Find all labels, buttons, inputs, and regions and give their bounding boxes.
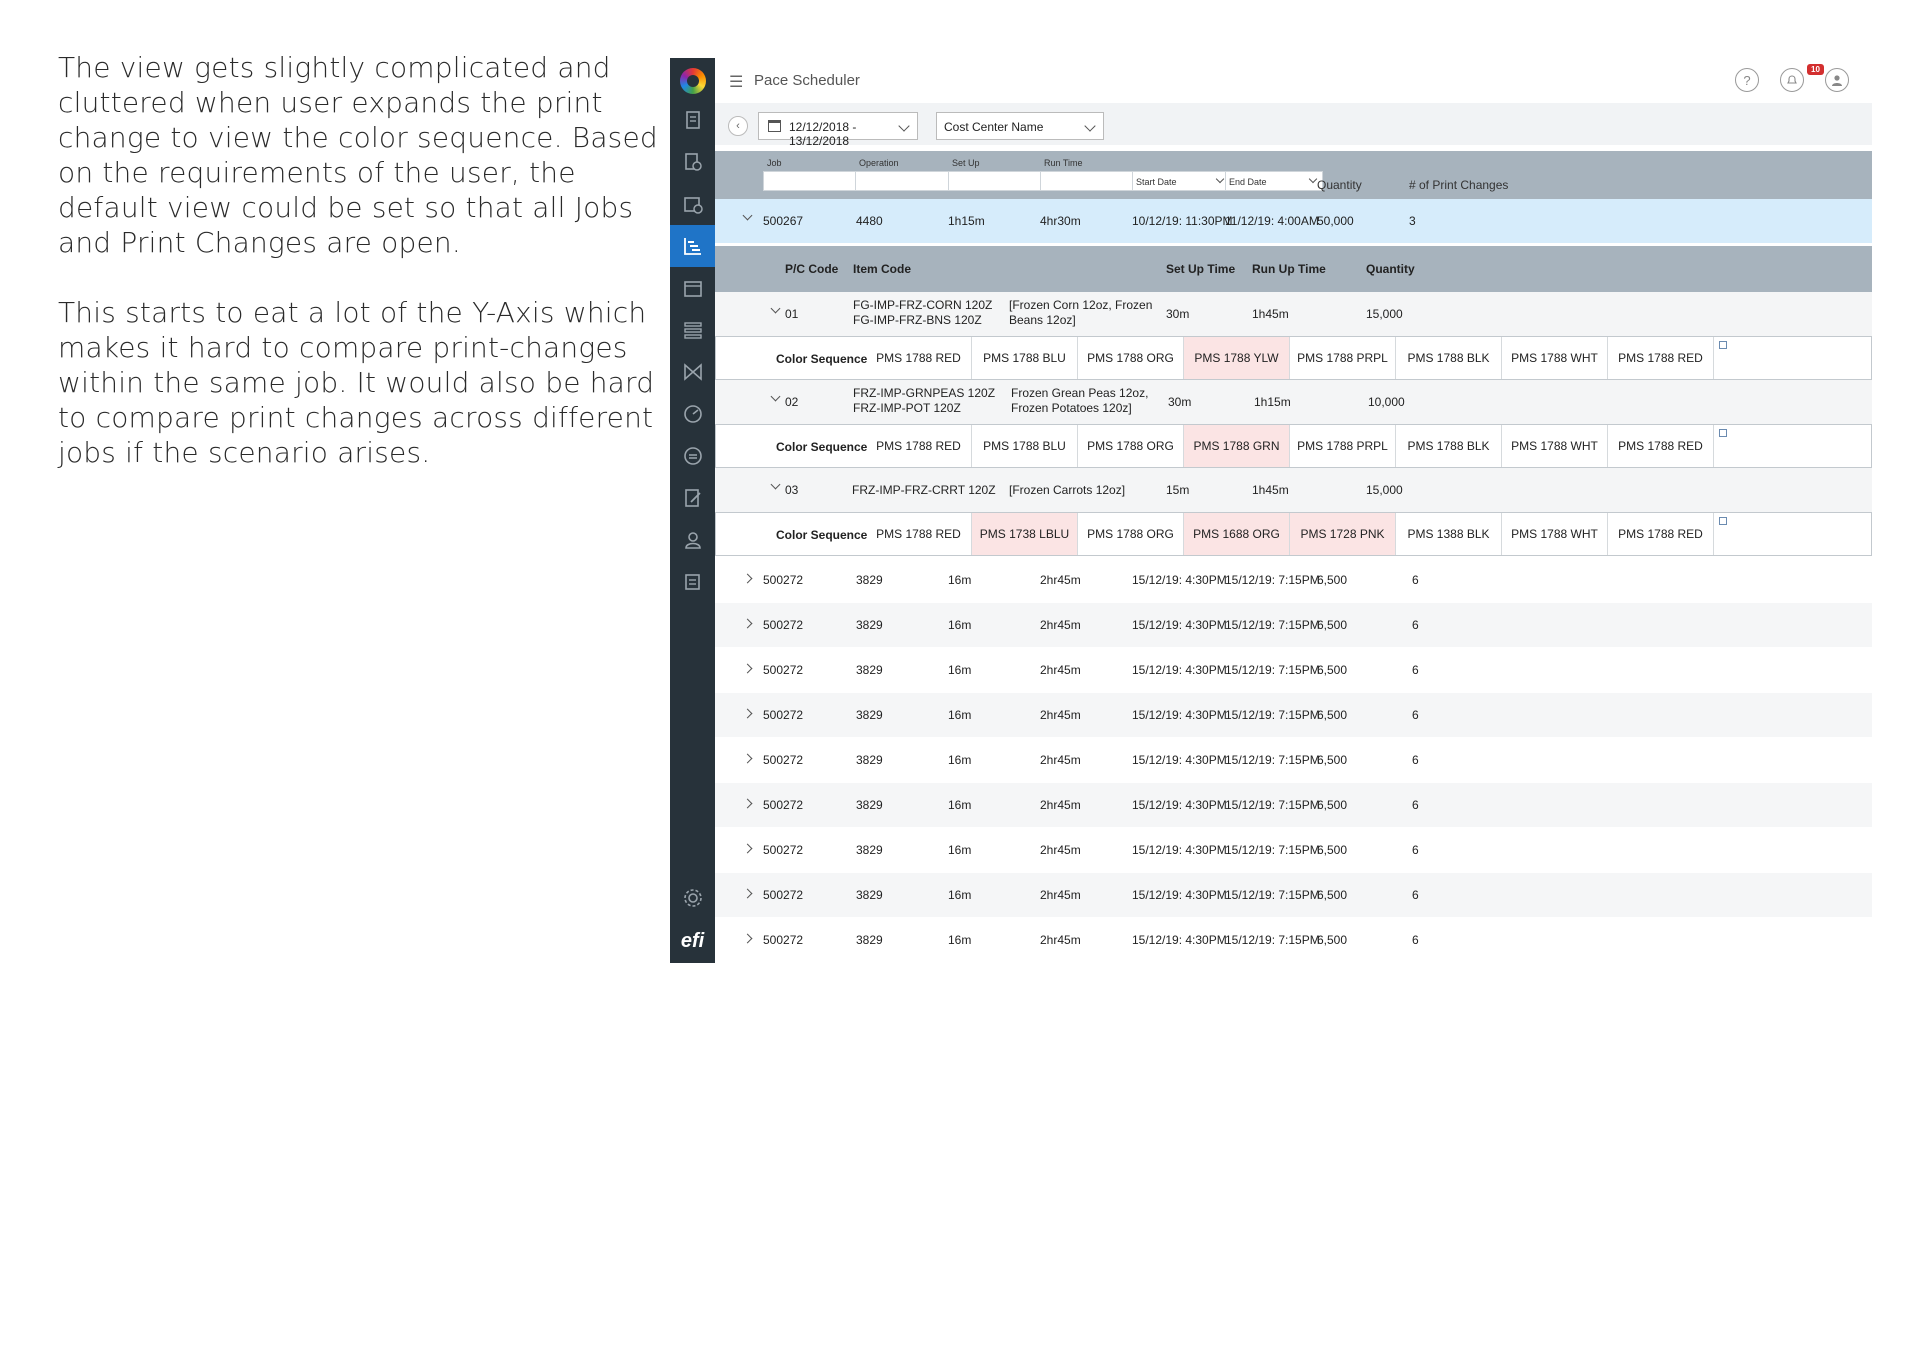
user-icon[interactable] <box>670 519 715 561</box>
operation: 3829 <box>856 573 883 587</box>
pc-runup-time: 1h45m <box>1252 307 1289 321</box>
item-code-line-1: FG-IMP-FRZ-CORN 120Z <box>853 298 993 312</box>
app-logo-icon <box>680 68 706 94</box>
job-number: 500272 <box>763 843 804 857</box>
color-cell-highlighted[interactable]: PMS 1788 GRN <box>1184 425 1290 467</box>
color-cell[interactable]: PMS 1788 BLU <box>972 425 1078 467</box>
runtime: 2hr45m <box>1040 843 1081 857</box>
end-date: 15/12/19: 7:15PM <box>1225 888 1320 902</box>
job-number: 500272 <box>763 798 804 812</box>
chevron-down-icon[interactable] <box>771 304 781 314</box>
operation: 3829 <box>856 888 883 902</box>
start-date: 15/12/19: 4:30PM <box>1132 888 1227 902</box>
color-cell-highlighted[interactable]: PMS 1738 LBLU <box>972 513 1078 555</box>
back-button[interactable]: ‹ <box>728 116 748 136</box>
job-number: 500267 <box>763 214 804 228</box>
start-date: 15/12/19: 4:30PM <box>1132 573 1227 587</box>
color-cell[interactable]: PMS 1788 ORG <box>1078 425 1184 467</box>
chevron-right-icon[interactable] <box>743 889 753 899</box>
end-date: 15/12/19: 7:15PM <box>1225 753 1320 767</box>
quantity: 6,500 <box>1317 843 1348 857</box>
chevron-down-icon[interactable] <box>771 480 781 490</box>
item-code-header: Item Code <box>853 262 912 276</box>
color-cell[interactable]: PMS 1788 RED <box>1608 337 1714 379</box>
table-row[interactable] <box>715 783 1872 827</box>
sync-icon[interactable] <box>670 435 715 477</box>
setup: 1h15m <box>948 214 985 228</box>
print-change-row[interactable] <box>715 292 1872 336</box>
col-operation-label: Operation <box>859 158 899 168</box>
start-date: 15/12/19: 4:30PM <box>1132 753 1227 767</box>
job-number: 500272 <box>763 573 804 587</box>
color-sequence-label: Color Sequence <box>776 352 868 366</box>
setup: 16m <box>948 798 972 812</box>
pc-quantity: 10,000 <box>1368 395 1405 409</box>
settings-gear-icon[interactable] <box>670 877 715 919</box>
table-row[interactable] <box>715 828 1872 872</box>
job-filter-input[interactable] <box>763 171 861 191</box>
documents-icon[interactable] <box>670 99 715 141</box>
pc-code: 03 <box>785 483 799 497</box>
calendar-clock-icon[interactable] <box>670 183 715 225</box>
chevron-right-icon[interactable] <box>743 619 753 629</box>
end-date: 15/12/19: 7:15PM <box>1225 798 1320 812</box>
pc-code-header: P/C Code <box>785 262 839 276</box>
color-sequence-row <box>715 424 1872 468</box>
sidebar <box>670 58 715 963</box>
print-change-row[interactable] <box>715 380 1872 424</box>
print-changes-count: 6 <box>1412 573 1419 587</box>
date-range-value: 12/12/2018 - 13/12/2018 <box>789 120 857 148</box>
quantity: 6,500 <box>1317 618 1348 632</box>
start-date: 15/12/19: 4:30PM <box>1132 663 1227 677</box>
start-date: 15/12/19: 4:30PM <box>1132 618 1227 632</box>
pc-quantity: 15,000 <box>1366 483 1403 497</box>
color-cell[interactable]: PMS 1788 WHT <box>1502 425 1608 467</box>
notes-icon[interactable] <box>670 561 715 603</box>
table-row[interactable] <box>715 693 1872 737</box>
operation: 3829 <box>856 663 883 677</box>
notification-count-badge: 10 <box>1807 64 1824 75</box>
item-code <box>853 298 992 328</box>
popout-icon[interactable] <box>1719 517 1727 525</box>
setup: 16m <box>948 888 972 902</box>
item-description: [Frozen Carrots 12oz] <box>1009 483 1126 497</box>
col-quantity-label: Quantity <box>1317 178 1362 192</box>
quantity: 6,500 <box>1317 708 1348 722</box>
dashboard-icon[interactable] <box>670 393 715 435</box>
chevron-right-icon[interactable] <box>743 664 753 674</box>
quantity: 6,500 <box>1317 573 1348 587</box>
start-date-dropdown[interactable] <box>1132 171 1230 191</box>
notifications-icon[interactable] <box>1780 68 1804 92</box>
end-date-dropdown[interactable] <box>1225 171 1323 191</box>
quantity: 50,000 <box>1317 214 1354 228</box>
end-date: 15/12/19: 7:15PM <box>1225 708 1320 722</box>
edit-document-icon[interactable] <box>670 477 715 519</box>
print-changes-count: 6 <box>1412 708 1419 722</box>
color-cell[interactable]: PMS 1788 BLU <box>972 337 1078 379</box>
end-date: 15/12/19: 7:15PM <box>1225 933 1320 947</box>
item-description <box>1009 298 1152 328</box>
color-cell[interactable]: PMS 1788 WHT <box>1502 513 1608 555</box>
start-date-label: Start Date <box>1136 177 1177 187</box>
runtime: 2hr45m <box>1040 888 1081 902</box>
item-code-line-1: FRZ-IMP-GRNPEAS 120Z <box>853 386 996 400</box>
pc-runup-time: 1h45m <box>1252 483 1289 497</box>
setup: 16m <box>948 933 972 947</box>
color-cell[interactable]: PMS 1788 RED <box>866 425 972 467</box>
pc-quantity: 15,000 <box>1366 307 1403 321</box>
table-row[interactable] <box>715 558 1872 602</box>
col-print-changes-label: # of Print Changes <box>1409 178 1509 192</box>
setup: 16m <box>948 843 972 857</box>
calendar-icon[interactable] <box>670 267 715 309</box>
color-sequence-label: Color Sequence <box>776 528 868 542</box>
print-changes-count: 6 <box>1412 753 1419 767</box>
color-cell-highlighted[interactable]: PMS 1788 YLW <box>1184 337 1290 379</box>
popout-icon[interactable] <box>1719 429 1727 437</box>
date-range-picker[interactable] <box>758 112 918 148</box>
chevron-down-icon <box>1084 120 1095 131</box>
job-number: 500272 <box>763 933 804 947</box>
col-job-label: Job <box>767 158 782 168</box>
hamburger-menu-icon[interactable]: ☰ <box>729 74 744 91</box>
chevron-down-icon <box>1309 175 1317 183</box>
job-number: 500272 <box>763 663 804 677</box>
help-icon[interactable]: ? <box>1735 68 1759 92</box>
print-changes-count: 6 <box>1412 843 1419 857</box>
color-sequence-row <box>715 512 1872 556</box>
setup: 16m <box>948 573 972 587</box>
color-cell[interactable]: PMS 1788 ORG <box>1078 337 1184 379</box>
color-cell[interactable]: PMS 1788 BLK <box>1396 425 1502 467</box>
operation: 4480 <box>856 214 883 228</box>
end-date-label: End Date <box>1229 177 1267 187</box>
end-date: 15/12/19: 7:15PM <box>1225 573 1320 587</box>
runtime: 2hr45m <box>1040 753 1081 767</box>
table-row[interactable] <box>715 648 1872 692</box>
operation: 3829 <box>856 753 883 767</box>
filter-bar <box>715 103 1872 148</box>
color-cell[interactable]: PMS 1788 RED <box>1608 425 1714 467</box>
runup-time-header: Run Up Time <box>1252 262 1326 276</box>
end-date: 11/12/19: 4:00AM <box>1225 214 1319 228</box>
setup: 16m <box>948 708 972 722</box>
pc-runup-time: 1h15m <box>1254 395 1291 409</box>
main-content <box>715 58 1872 963</box>
bowtie-icon[interactable] <box>670 351 715 393</box>
runtime: 2hr45m <box>1040 618 1081 632</box>
chevron-right-icon[interactable] <box>743 709 753 719</box>
annotation-paragraph-2: This starts to eat a lot of the Y-Axis which makes it hard to compare print-changes within the same job. It would also be hard to compare print changes across different jobs if the scenario arises. <box>58 296 655 469</box>
item-desc-line-1: [Frozen Corn 12oz, Frozen <box>1009 298 1153 312</box>
runtime: 2hr45m <box>1040 573 1081 587</box>
cost-center-value: Cost Center Name <box>944 120 1044 134</box>
user-avatar-icon[interactable] <box>1825 68 1849 92</box>
chevron-right-icon[interactable] <box>743 844 753 854</box>
pc-quantity-header: Quantity <box>1366 262 1415 276</box>
color-cell[interactable]: PMS 1788 PRPL <box>1290 337 1396 379</box>
start-date: 15/12/19: 4:30PM <box>1132 843 1227 857</box>
runtime: 2hr45m <box>1040 933 1081 947</box>
runtime: 2hr45m <box>1040 708 1081 722</box>
color-cell[interactable]: PMS 1788 RED <box>1608 513 1714 555</box>
setup: 16m <box>948 663 972 677</box>
pc-setup-time: 30m <box>1166 307 1190 321</box>
start-date: 10/12/19: 11:30PM <box>1132 214 1233 228</box>
item-code <box>853 386 995 416</box>
runtime: 4hr30m <box>1040 214 1081 228</box>
color-cell[interactable]: PMS 1788 RED <box>866 337 972 379</box>
item-code-line-2: FG-IMP-FRZ-BNS 120Z <box>853 313 982 327</box>
pc-setup-time: 30m <box>1168 395 1192 409</box>
quantity: 6,500 <box>1317 933 1348 947</box>
runtime: 2hr45m <box>1040 663 1081 677</box>
print-changes-count: 6 <box>1412 663 1419 677</box>
color-sequence-row <box>715 336 1872 380</box>
operation: 3829 <box>856 708 883 722</box>
chevron-down-icon[interactable] <box>743 211 753 221</box>
print-changes-count: 6 <box>1412 798 1419 812</box>
top-bar <box>715 58 1872 103</box>
table-row[interactable] <box>715 738 1872 782</box>
quantity: 6,500 <box>1317 798 1348 812</box>
pc-setup-time: 15m <box>1166 483 1190 497</box>
runtime-filter-input[interactable] <box>1040 171 1138 191</box>
cost-center-select[interactable] <box>936 112 1104 140</box>
print-changes-count: 3 <box>1409 214 1416 228</box>
calendar-small-icon <box>768 120 781 132</box>
item-code: FRZ-IMP-FRZ-CRRT 120Z <box>852 483 996 497</box>
setup-time-header: Set Up Time <box>1166 262 1236 276</box>
start-date: 15/12/19: 4:30PM <box>1132 708 1227 722</box>
chevron-right-icon[interactable] <box>743 799 753 809</box>
operation: 3829 <box>856 933 883 947</box>
end-date: 15/12/19: 7:15PM <box>1225 843 1320 857</box>
color-cell[interactable]: PMS 1788 BLK <box>1396 337 1502 379</box>
setup: 16m <box>948 753 972 767</box>
annotation-text <box>58 50 658 505</box>
setup: 16m <box>948 618 972 632</box>
runtime: 2hr45m <box>1040 798 1081 812</box>
print-change-header <box>715 246 1872 292</box>
quantity: 6,500 <box>1317 663 1348 677</box>
popout-icon[interactable] <box>1719 341 1727 349</box>
print-change-row[interactable] <box>715 468 1872 512</box>
start-date: 15/12/19: 4:30PM <box>1132 798 1227 812</box>
item-desc-line-2: Frozen Potatoes 120z] <box>1011 401 1132 415</box>
color-sequence-label: Color Sequence <box>776 440 868 454</box>
gantt-chart-icon[interactable] <box>670 225 715 267</box>
quantity: 6,500 <box>1317 888 1348 902</box>
end-date: 15/12/19: 7:15PM <box>1225 663 1320 677</box>
job-number: 500272 <box>763 753 804 767</box>
chevron-right-icon[interactable] <box>743 754 753 764</box>
color-cell[interactable]: PMS 1788 PRPL <box>1290 425 1396 467</box>
chevron-down-icon <box>898 120 909 131</box>
annotation-paragraph-1: The view gets slightly complicated and cluttered when user expands the print change to view the color sequence. Based on the requirements of the user, the default view could be set so that all Jobs and Print Changes are open. <box>58 51 658 259</box>
end-date: 15/12/19: 7:15PM <box>1225 618 1320 632</box>
chevron-right-icon[interactable] <box>743 934 753 944</box>
print-changes-count: 6 <box>1412 933 1419 947</box>
list-icon[interactable] <box>670 309 715 351</box>
setup-filter-input[interactable] <box>948 171 1046 191</box>
color-cell[interactable]: PMS 1788 RED <box>866 513 972 555</box>
operation: 3829 <box>856 798 883 812</box>
chevron-right-icon[interactable] <box>743 574 753 584</box>
pc-code: 01 <box>785 307 799 321</box>
operation: 3829 <box>856 618 883 632</box>
job-number: 500272 <box>763 708 804 722</box>
app-title: Pace Scheduler <box>754 72 860 89</box>
operation: 3829 <box>856 843 883 857</box>
pc-code: 02 <box>785 395 799 409</box>
print-changes-count: 6 <box>1412 888 1419 902</box>
pace-scheduler-app <box>670 58 1872 963</box>
item-code-line-2: FRZ-IMP-POT 120Z <box>853 401 961 415</box>
quantity: 6,500 <box>1317 753 1348 767</box>
table-row[interactable] <box>715 603 1872 647</box>
start-date: 15/12/19: 4:30PM <box>1132 933 1227 947</box>
table-row[interactable] <box>715 918 1872 962</box>
document-clock-icon[interactable] <box>670 141 715 183</box>
color-cell-highlighted[interactable]: PMS 1728 PNK <box>1290 513 1396 555</box>
color-cell[interactable]: PMS 1788 ORG <box>1078 513 1184 555</box>
color-cell[interactable]: PMS 1788 WHT <box>1502 337 1608 379</box>
job-number: 500272 <box>763 888 804 902</box>
item-desc-line-2: Beans 12oz] <box>1009 313 1076 327</box>
table-row-expanded[interactable] <box>715 199 1872 243</box>
color-cell-highlighted[interactable]: PMS 1688 ORG <box>1184 513 1290 555</box>
chevron-down-icon <box>1216 175 1224 183</box>
operation-filter-input[interactable] <box>855 171 953 191</box>
table-row[interactable] <box>715 873 1872 917</box>
table-column-header <box>715 151 1872 199</box>
item-description <box>1011 386 1148 416</box>
chevron-down-icon[interactable] <box>771 392 781 402</box>
item-desc-line-1: Frozen Grean Peas 12oz, <box>1011 386 1149 400</box>
job-number: 500272 <box>763 618 804 632</box>
efi-logo: efi <box>680 930 705 952</box>
color-cell[interactable]: PMS 1388 BLK <box>1396 513 1502 555</box>
col-runtime-label: Run Time <box>1044 158 1083 168</box>
col-setup-label: Set Up <box>952 158 980 168</box>
print-changes-count: 6 <box>1412 618 1419 632</box>
